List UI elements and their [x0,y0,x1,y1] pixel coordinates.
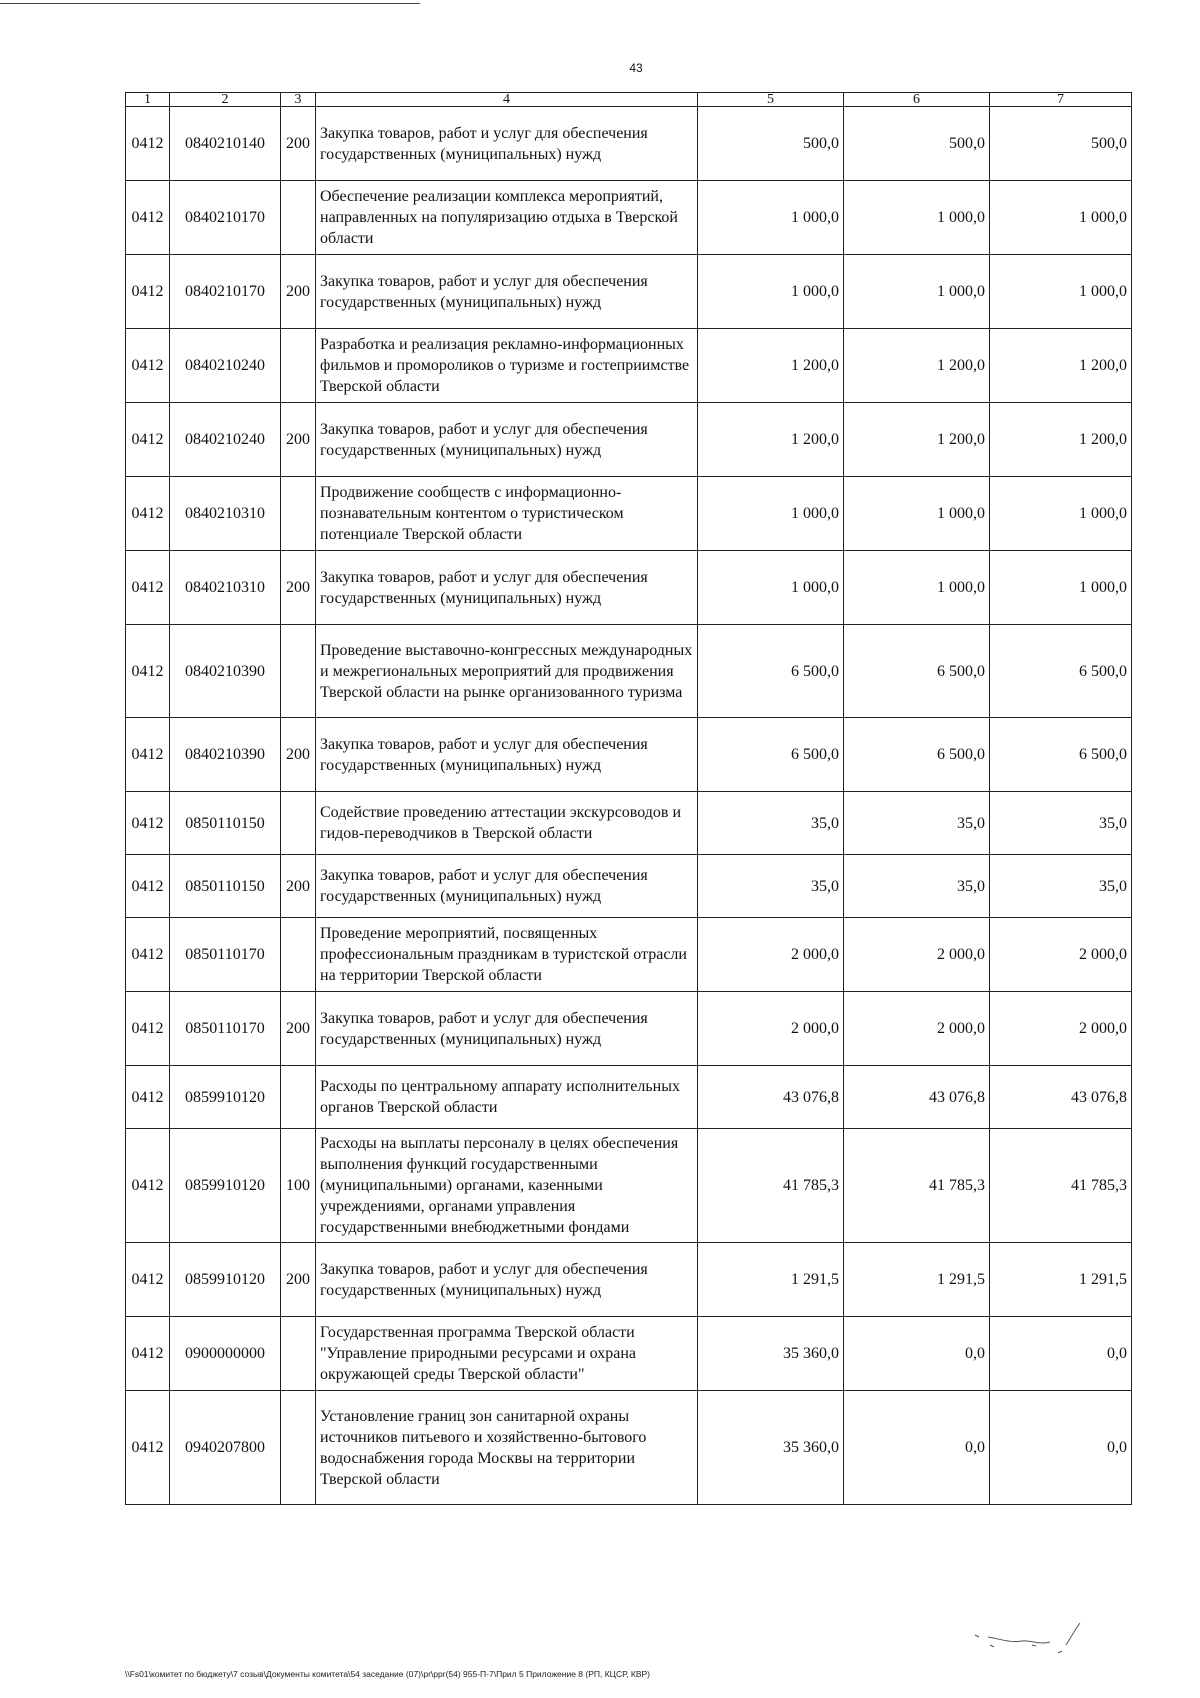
amount-col7-cell: 6 500,0 [990,718,1132,792]
code-cell: 0850110150 [170,855,281,918]
amount-col5-cell: 1 000,0 [698,255,844,329]
amount-col5-cell: 1 200,0 [698,403,844,477]
section-cell: 0412 [126,1317,170,1391]
code-cell: 0840210240 [170,403,281,477]
section-cell: 0412 [126,718,170,792]
table-row [126,329,1132,403]
amount-col7-cell: 0,0 [990,1391,1132,1505]
section-cell: 0412 [126,855,170,918]
amount-col7-cell: 1 000,0 [990,181,1132,255]
signature-mark [970,1615,1110,1660]
code-cell: 0840210390 [170,625,281,718]
expense-type-cell [281,625,316,718]
budget-table [125,92,1132,1505]
description-cell: Проведение выставочно-конгрессных международных и межрегиональных мероприятий для продвижения Тверской области на рынке организованного туризма [316,625,698,718]
amount-col7-cell: 35,0 [990,792,1132,855]
description-cell: Закупка товаров, работ и услуг для обеспечения государственных (муниципальных) нужд [316,403,698,477]
code-cell: 0850110150 [170,792,281,855]
code-cell: 0859910120 [170,1129,281,1243]
table-row [126,855,1132,918]
expense-type-cell [281,329,316,403]
amount-col6-cell: 35,0 [844,792,990,855]
description-cell: Расходы по центральному аппарату исполнительных органов Тверской области [316,1066,698,1129]
amount-col7-cell: 43 076,8 [990,1066,1132,1129]
amount-col5-cell: 1 000,0 [698,551,844,625]
table-row [126,625,1132,718]
expense-type-cell: 200 [281,255,316,329]
amount-col7-cell: 2 000,0 [990,992,1132,1066]
table-row [126,403,1132,477]
table-row [126,107,1132,181]
section-cell: 0412 [126,403,170,477]
amount-col7-cell: 1 000,0 [990,255,1132,329]
section-cell: 0412 [126,1066,170,1129]
expense-type-cell: 200 [281,855,316,918]
amount-col5-cell: 2 000,0 [698,918,844,992]
expense-type-cell: 200 [281,1243,316,1317]
code-cell: 0940207800 [170,1391,281,1505]
section-cell: 0412 [126,792,170,855]
amount-col7-cell: 1 200,0 [990,403,1132,477]
header-col-6: 6 [844,93,990,107]
table-row [126,1066,1132,1129]
amount-col6-cell: 43 076,8 [844,1066,990,1129]
section-cell: 0412 [126,625,170,718]
section-cell: 0412 [126,107,170,181]
top-rule [0,3,420,4]
expense-type-cell: 200 [281,551,316,625]
section-cell: 0412 [126,1391,170,1505]
page-number: 43 [629,61,643,75]
amount-col5-cell: 43 076,8 [698,1066,844,1129]
description-cell: Закупка товаров, работ и услуг для обеспечения государственных (муниципальных) нужд [316,718,698,792]
description-cell: Продвижение сообществ с информационно-познавательным контентом о туристическом потенциале Тверской области [316,477,698,551]
table-row [126,792,1132,855]
amount-col6-cell: 1 000,0 [844,551,990,625]
amount-col5-cell: 6 500,0 [698,718,844,792]
description-cell: Разработка и реализация рекламно-информационных фильмов и промороликов о туризме и гостеприимстве Тверской области [316,329,698,403]
amount-col5-cell: 1 291,5 [698,1243,844,1317]
description-cell: Закупка товаров, работ и услуг для обеспечения государственных (муниципальных) нужд [316,551,698,625]
section-cell: 0412 [126,918,170,992]
code-cell: 0840210310 [170,477,281,551]
amount-col7-cell: 1 000,0 [990,551,1132,625]
code-cell: 0859910120 [170,1066,281,1129]
expense-type-cell: 100 [281,1129,316,1243]
amount-col6-cell: 2 000,0 [844,992,990,1066]
code-cell: 0840210310 [170,551,281,625]
header-col-2: 2 [170,93,281,107]
table-row [126,918,1132,992]
amount-col7-cell: 2 000,0 [990,918,1132,992]
amount-col6-cell: 0,0 [844,1317,990,1391]
description-cell: Закупка товаров, работ и услуг для обеспечения государственных (муниципальных) нужд [316,255,698,329]
code-cell: 0840210240 [170,329,281,403]
amount-col5-cell: 500,0 [698,107,844,181]
table-row [126,992,1132,1066]
table-row [126,181,1132,255]
expense-type-cell [281,1066,316,1129]
description-cell: Проведение мероприятий, посвященных профессиональным праздникам в туристской отрасли на территории Тверской области [316,918,698,992]
description-cell: Закупка товаров, работ и услуг для обеспечения государственных (муниципальных) нужд [316,992,698,1066]
description-cell: Закупка товаров, работ и услуг для обеспечения государственных (муниципальных) нужд [316,855,698,918]
amount-col7-cell: 1 000,0 [990,477,1132,551]
expense-type-cell [281,918,316,992]
description-cell: Установление границ зон санитарной охраны источников питьевого и хозяйственно-бытового водоснабжения города Москвы на территории Тверской области [316,1391,698,1505]
header-col-7: 7 [990,93,1132,107]
description-cell: Расходы на выплаты персоналу в целях обеспечения выполнения функций государственными (муниципальными) органами, казенными учреждениями, органами управления государственными внебюджетными фондами [316,1129,698,1243]
amount-col5-cell: 35 360,0 [698,1317,844,1391]
header-col-1: 1 [126,93,170,107]
description-cell: Обеспечение реализации комплекса мероприятий, направленных на популяризацию отдыха в Тверской области [316,181,698,255]
amount-col6-cell: 41 785,3 [844,1129,990,1243]
header-row [126,93,1132,107]
section-cell: 0412 [126,551,170,625]
code-cell: 0840210140 [170,107,281,181]
table-row [126,255,1132,329]
amount-col7-cell: 41 785,3 [990,1129,1132,1243]
code-cell: 0850110170 [170,992,281,1066]
expense-type-cell [281,1317,316,1391]
description-cell: Государственная программа Тверской области "Управление природными ресурсами и охрана окружающей среды Тверской области" [316,1317,698,1391]
amount-col6-cell: 1 291,5 [844,1243,990,1317]
section-cell: 0412 [126,1129,170,1243]
amount-col7-cell: 0,0 [990,1317,1132,1391]
amount-col6-cell: 1 200,0 [844,403,990,477]
code-cell: 0840210390 [170,718,281,792]
amount-col6-cell: 1 200,0 [844,329,990,403]
expense-type-cell [281,792,316,855]
amount-col5-cell: 35,0 [698,855,844,918]
amount-col5-cell: 35 360,0 [698,1391,844,1505]
amount-col7-cell: 6 500,0 [990,625,1132,718]
code-cell: 0840210170 [170,181,281,255]
code-cell: 0900000000 [170,1317,281,1391]
section-cell: 0412 [126,1243,170,1317]
table-row [126,477,1132,551]
amount-col6-cell: 1 000,0 [844,255,990,329]
table-row [126,718,1132,792]
description-cell: Содействие проведению аттестации экскурсоводов и гидов-переводчиков в Тверской области [316,792,698,855]
expense-type-cell: 200 [281,992,316,1066]
amount-col6-cell: 6 500,0 [844,625,990,718]
amount-col6-cell: 500,0 [844,107,990,181]
section-cell: 0412 [126,477,170,551]
amount-col6-cell: 35,0 [844,855,990,918]
expense-type-cell: 200 [281,403,316,477]
amount-col7-cell: 500,0 [990,107,1132,181]
section-cell: 0412 [126,181,170,255]
code-cell: 0859910120 [170,1243,281,1317]
amount-col5-cell: 6 500,0 [698,625,844,718]
table-row [126,551,1132,625]
amount-col5-cell: 41 785,3 [698,1129,844,1243]
amount-col7-cell: 1 200,0 [990,329,1132,403]
amount-col6-cell: 0,0 [844,1391,990,1505]
amount-col5-cell: 35,0 [698,792,844,855]
section-cell: 0412 [126,255,170,329]
amount-col6-cell: 2 000,0 [844,918,990,992]
expense-type-cell [281,477,316,551]
header-col-3: 3 [281,93,316,107]
table-row [126,1129,1132,1243]
amount-col6-cell: 6 500,0 [844,718,990,792]
amount-col7-cell: 35,0 [990,855,1132,918]
section-cell: 0412 [126,329,170,403]
description-cell: Закупка товаров, работ и услуг для обеспечения государственных (муниципальных) нужд [316,107,698,181]
code-cell: 0850110170 [170,918,281,992]
amount-col5-cell: 1 000,0 [698,181,844,255]
code-cell: 0840210170 [170,255,281,329]
file-path-footer: \\Fs01\комитет по бюджету\7 созыв\Документы комитета\54 заседание (07)\pr\ppr(54) 955-П-7\Прил 5 Приложение 8 (РП, КЦСР, КВР) [125,1669,651,1679]
amount-col5-cell: 1 000,0 [698,477,844,551]
description-cell: Закупка товаров, работ и услуг для обеспечения государственных (муниципальных) нужд [316,1243,698,1317]
header-col-4: 4 [316,93,698,107]
expense-type-cell [281,1391,316,1505]
expense-type-cell: 200 [281,718,316,792]
amount-col6-cell: 1 000,0 [844,477,990,551]
expense-type-cell [281,181,316,255]
header-col-5: 5 [698,93,844,107]
amount-col5-cell: 2 000,0 [698,992,844,1066]
expense-type-cell: 200 [281,107,316,181]
table-row [126,1391,1132,1505]
amount-col6-cell: 1 000,0 [844,181,990,255]
table-row [126,1243,1132,1317]
amount-col7-cell: 1 291,5 [990,1243,1132,1317]
amount-col5-cell: 1 200,0 [698,329,844,403]
table-row [126,1317,1132,1391]
section-cell: 0412 [126,992,170,1066]
